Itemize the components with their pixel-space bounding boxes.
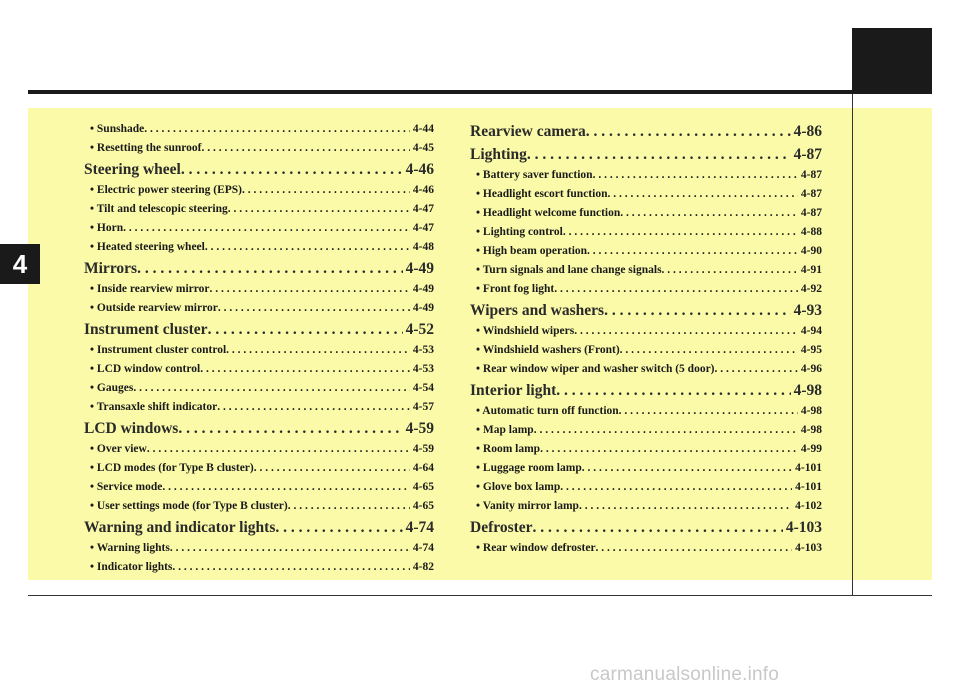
toc-entry[interactable]	[84, 478, 434, 497]
dot-leader	[574, 322, 798, 341]
toc-label: Steering wheel	[84, 161, 181, 178]
dot-leader	[540, 440, 798, 459]
toc-page-number: 4-59	[405, 420, 434, 437]
dot-leader	[604, 299, 791, 322]
toc-page-number: 4-45	[412, 142, 434, 154]
toc-label: • Electric power steering (EPS)	[90, 184, 242, 196]
toc-entry[interactable]	[470, 223, 822, 242]
toc-label: • Windshield wipers	[476, 325, 575, 337]
toc-entry[interactable]	[470, 204, 822, 223]
toc-label: Instrument cluster	[84, 321, 208, 338]
dot-leader	[217, 398, 410, 417]
toc-entry[interactable]	[84, 280, 434, 299]
toc-heading[interactable]	[84, 318, 434, 341]
dot-leader	[556, 379, 790, 402]
toc-heading[interactable]	[84, 516, 434, 539]
toc-page-number: 4-88	[800, 226, 822, 238]
dot-leader	[205, 238, 410, 257]
toc-heading[interactable]	[84, 417, 434, 440]
dot-leader	[662, 261, 798, 280]
toc-entry[interactable]	[470, 322, 822, 341]
toc-page-number: 4-93	[793, 302, 822, 319]
toc-heading[interactable]	[84, 158, 434, 181]
toc-entry[interactable]	[470, 402, 822, 421]
toc-label: Mirrors	[84, 260, 138, 277]
toc-page-number: 4-92	[800, 283, 822, 295]
toc-entry[interactable]	[470, 185, 822, 204]
toc-label: Rearview camera	[470, 123, 586, 140]
dot-leader	[288, 497, 410, 516]
toc-page-number: 4-86	[793, 123, 822, 140]
dot-leader	[563, 223, 798, 242]
dot-leader	[218, 299, 410, 318]
toc-label: LCD windows	[84, 420, 179, 437]
toc-right-column	[470, 120, 822, 558]
toc-heading[interactable]	[470, 143, 822, 166]
toc-label: • Turn signals and lane change signals	[476, 264, 662, 276]
toc-page-number: 4-64	[412, 462, 434, 474]
toc-page-number: 4-46	[412, 184, 434, 196]
dot-leader	[620, 204, 798, 223]
dot-leader	[201, 139, 409, 158]
toc-entry[interactable]	[84, 341, 434, 360]
dot-leader	[147, 440, 410, 459]
toc-entry[interactable]	[470, 421, 822, 440]
toc-label: • LCD modes (for Type B cluster)	[90, 462, 254, 474]
toc-page-number: 4-101	[795, 481, 822, 493]
toc-entry[interactable]	[470, 478, 822, 497]
dot-leader	[582, 459, 792, 478]
toc-label: • Rear window defroster	[476, 542, 596, 554]
toc-label: • Automatic turn off function	[476, 405, 619, 417]
toc-label: • Rear window wiper and washer switch (5 door)	[476, 363, 715, 375]
toc-page-number: 4-96	[800, 363, 822, 375]
bottom-rule	[28, 595, 932, 596]
toc-page-number: 4-103	[785, 519, 822, 536]
dot-leader	[170, 539, 410, 558]
toc-label: • Service mode	[90, 481, 163, 493]
toc-entry[interactable]	[84, 459, 434, 478]
toc-entry[interactable]	[84, 379, 434, 398]
dot-leader	[593, 166, 798, 185]
dot-leader	[579, 497, 792, 516]
toc-page-number: 4-48	[412, 241, 434, 253]
toc-entry[interactable]	[84, 238, 434, 257]
dot-leader	[534, 421, 798, 440]
toc-entry[interactable]	[470, 166, 822, 185]
toc-heading[interactable]	[470, 299, 822, 322]
toc-page-number: 4-65	[412, 500, 434, 512]
dot-leader	[596, 539, 793, 558]
toc-page-number: 4-49	[412, 283, 434, 295]
dot-leader	[254, 459, 410, 478]
dot-leader	[242, 181, 410, 200]
dot-leader	[533, 516, 783, 539]
toc-entry[interactable]	[470, 261, 822, 280]
chapter-tab: 4	[0, 244, 40, 284]
dot-leader	[228, 200, 410, 219]
toc-label: • Vanity mirror lamp	[476, 500, 579, 512]
dot-leader	[619, 402, 798, 421]
toc-label: • Transaxle shift indicator	[90, 401, 218, 413]
toc-page-number: 4-94	[800, 325, 822, 337]
toc-entry[interactable]	[470, 341, 822, 360]
toc-page-number: 4-87	[800, 188, 822, 200]
toc-entry[interactable]	[84, 398, 434, 417]
toc-label: • Battery saver function	[476, 169, 593, 181]
toc-page-number: 4-52	[405, 321, 434, 338]
dot-leader	[607, 185, 797, 204]
dot-leader	[715, 360, 798, 379]
toc-page-number: 4-59	[412, 443, 434, 455]
toc-label: • Lighting control	[476, 226, 563, 238]
toc-label: • Over view	[90, 443, 147, 455]
dot-leader	[226, 341, 410, 360]
toc-entry[interactable]	[470, 440, 822, 459]
margin-rule	[852, 94, 853, 596]
toc-label: • Windshield washers (Front)	[476, 344, 620, 356]
toc-page-number: 4-65	[412, 481, 434, 493]
dot-leader	[620, 341, 798, 360]
toc-page-number: 4-87	[793, 146, 822, 163]
dot-leader	[554, 280, 798, 299]
toc-label: • High beam operation	[476, 245, 588, 257]
toc-page-number: 4-82	[412, 561, 434, 573]
toc-page-number: 4-53	[412, 363, 434, 375]
toc-label: • Headlight escort function	[476, 188, 608, 200]
toc-label: • User settings mode (for Type B cluster)	[90, 500, 288, 512]
dot-leader	[123, 219, 410, 238]
toc-page-number: 4-49	[412, 302, 434, 314]
toc-label: Interior light	[470, 382, 557, 399]
toc-entry[interactable]	[84, 219, 434, 238]
toc-page-number: 4-74	[405, 519, 434, 536]
toc-heading[interactable]	[470, 379, 822, 402]
toc-entry[interactable]	[470, 497, 822, 516]
dot-leader	[133, 379, 410, 398]
toc-page-number: 4-87	[800, 207, 822, 219]
toc-page-number: 4-98	[800, 405, 822, 417]
toc-page-number: 4-102	[795, 500, 822, 512]
toc-page-number: 4-57	[412, 401, 434, 413]
dot-leader	[162, 478, 410, 497]
toc-page-number: 4-91	[800, 264, 822, 276]
toc-page-number: 4-74	[412, 542, 434, 554]
toc-label: • Outside rearview mirror	[90, 302, 218, 314]
toc-label: Warning and indicator lights	[84, 519, 276, 536]
toc-label: Wipers and washers	[470, 302, 605, 319]
toc-page-number: 4-90	[800, 245, 822, 257]
dot-leader	[208, 318, 403, 341]
toc-left-column	[84, 120, 434, 577]
toc-label: • Front fog light	[476, 283, 555, 295]
dot-leader	[587, 242, 798, 261]
toc-page-number: 4-54	[412, 382, 434, 394]
toc-page-number: 4-47	[412, 203, 434, 215]
dot-leader	[200, 360, 410, 379]
toc-page-number: 4-98	[793, 382, 822, 399]
toc-heading[interactable]	[84, 257, 434, 280]
dot-leader	[275, 516, 402, 539]
toc-page-number: 4-44	[412, 123, 434, 135]
toc-heading[interactable]	[470, 516, 822, 539]
toc-label: • Sunshade	[90, 123, 145, 135]
toc-page-number: 4-46	[405, 161, 434, 178]
toc-entry[interactable]	[84, 360, 434, 379]
toc-page-number: 4-47	[412, 222, 434, 234]
toc-page-number: 4-98	[800, 424, 822, 436]
toc-label: • Gauges	[90, 382, 134, 394]
toc-label: • Indicator lights	[90, 561, 173, 573]
toc-label: • Warning lights	[90, 542, 170, 554]
toc-label: • Glove box lamp	[476, 481, 561, 493]
toc-label: • Room lamp	[476, 443, 541, 455]
toc-label: • Instrument cluster control	[90, 344, 227, 356]
toc-label: • Luggage room lamp	[476, 462, 582, 474]
toc-page-number: 4-53	[412, 344, 434, 356]
toc-label: • Heated steering wheel	[90, 241, 205, 253]
toc-entry[interactable]	[84, 139, 434, 158]
toc-page-number: 4-99	[800, 443, 822, 455]
toc-entry[interactable]	[84, 200, 434, 219]
toc-page-number: 4-87	[800, 169, 822, 181]
toc-entry[interactable]	[470, 242, 822, 261]
toc-label: Lighting	[470, 146, 527, 163]
corner-black-tab	[852, 28, 932, 94]
dot-leader	[586, 120, 791, 143]
toc-label: • Inside rearview mirror	[90, 283, 210, 295]
toc-entry[interactable]	[84, 120, 434, 139]
toc-label: • Headlight welcome function	[476, 207, 621, 219]
toc-label: • Resetting the sunroof	[90, 142, 202, 154]
top-rule	[28, 90, 932, 94]
toc-entry[interactable]	[470, 360, 822, 379]
toc-label: Defroster	[470, 519, 533, 536]
dot-leader	[181, 158, 403, 181]
toc-page-number: 4-101	[795, 462, 822, 474]
toc-entry[interactable]	[84, 539, 434, 558]
toc-label: • Map lamp	[476, 424, 534, 436]
toc-page-number: 4-103	[795, 542, 822, 554]
toc-entry[interactable]	[84, 181, 434, 200]
toc-entry[interactable]	[470, 459, 822, 478]
dot-leader	[178, 417, 402, 440]
toc-label: • Tilt and telescopic steering	[90, 203, 228, 215]
toc-entry[interactable]	[470, 280, 822, 299]
dot-leader	[137, 257, 403, 280]
dot-leader	[210, 280, 410, 299]
toc-label: • LCD window control	[90, 363, 201, 375]
dot-leader	[172, 558, 409, 577]
toc-entry[interactable]	[84, 440, 434, 459]
dot-leader	[560, 478, 792, 497]
toc-label: • Horn	[90, 222, 124, 234]
toc-heading[interactable]	[470, 120, 822, 143]
toc-entry[interactable]	[84, 558, 434, 577]
toc-entry[interactable]	[84, 299, 434, 318]
dot-leader	[527, 143, 791, 166]
toc-page-number: 4-49	[405, 260, 434, 277]
dot-leader	[144, 120, 410, 139]
watermark: carmanualsonline.info	[590, 664, 780, 685]
toc-entry[interactable]	[84, 497, 434, 516]
toc-entry[interactable]	[470, 539, 822, 558]
toc-page-number: 4-95	[800, 344, 822, 356]
